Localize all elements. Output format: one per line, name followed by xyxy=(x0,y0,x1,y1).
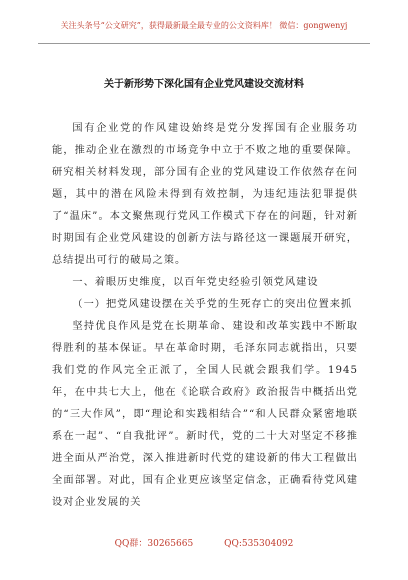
paragraph-intro: 国有企业党的作风建设始终是党分发挥国有企业服务功能，推动企业在激烈的市场竞争中立于不败之地的重要保障。研究相关材料发现，部分国有企业的党风建设工作依然存在问题，其中的潜在风险未得到有效控制，为违纪违法犯罪提供了“温床”。本文聚焦现行党风工作模式下存在的问题，针对新时期国有企业党风建设的创新方法与路径这一课题展开研究，总结提出可行的破局之策。 xyxy=(52,123,358,266)
document-title: 关于新形势下深化国有企业党风建设交流材料 xyxy=(104,79,304,90)
subsection-heading: （一）把党风建设摆在关乎党的生死存亡的突出位置来抓 xyxy=(72,299,353,310)
footer-qq-contact: QQ:535304092 xyxy=(224,539,294,549)
header-rule xyxy=(38,43,370,44)
page-header: 关注头条号“公文研究”，获得最新最全最专业的公文资料库！ 微信：gongwenyj xyxy=(60,21,348,30)
section-heading: 一、着眼历史维度，以百年党史经验引领党风建设 xyxy=(72,277,319,288)
document-body xyxy=(52,118,358,514)
footer-qq-group: QQ群：30265665 xyxy=(114,539,194,549)
page-footer xyxy=(0,536,408,549)
paragraph-body: 坚持优良作风是党在长期革命、建设和改革实践中不断取得胜利的基本保证。早在革命时期，毛泽东同志就指出，只要我们党的作风完全正派了，全国人民就会跟我们学。1945年，在中共七大上，他在《论联合政府》政治报告中概括出党的“三大作风”，即“理论和实践相结合”“和人民群众紧密地联系在一起”、“自我批评”。新时代，党的二十大对坚定不移推进全面从严治党，深入推进新时代党的建设新的伟大工程做出全面部署。对此，国有企业更应该坚定信念，正确看待党风建设对企业发展的关 xyxy=(52,321,358,508)
